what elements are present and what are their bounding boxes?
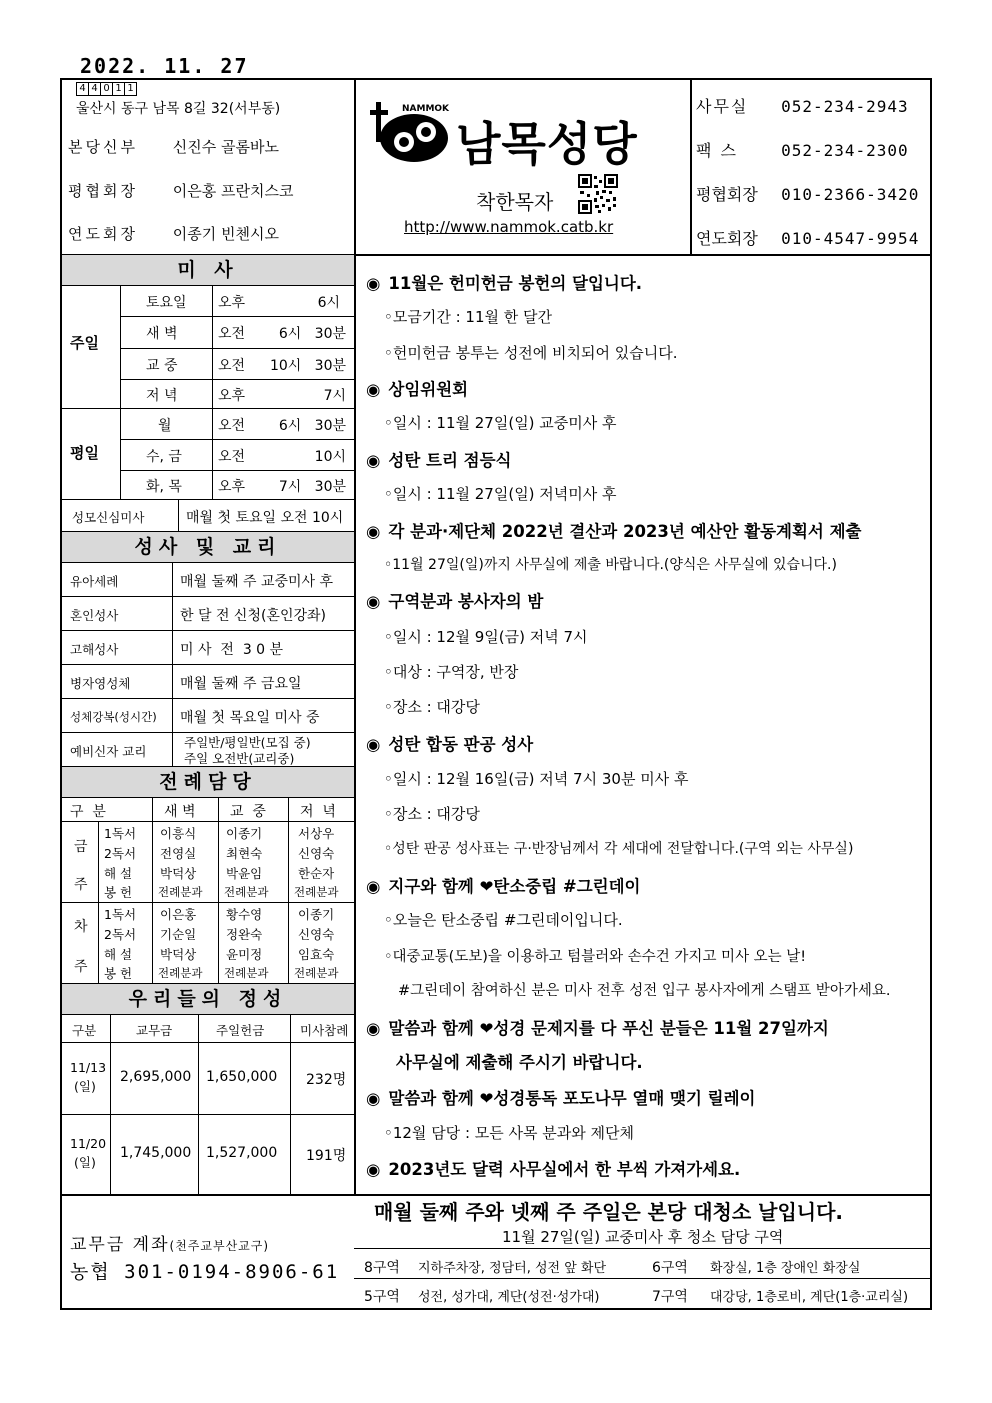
divider xyxy=(110,1014,111,1196)
zip-digit: 4 xyxy=(88,82,101,96)
liturgy-role: 2독서 xyxy=(104,846,137,861)
offering-sunday: 1,650,000 xyxy=(206,1069,278,1085)
liturgy-header: 구 분 xyxy=(70,804,106,820)
divider xyxy=(178,499,179,531)
offering-attend: 232명 xyxy=(306,1072,347,1088)
cleaning-subtitle: 11월 27일(일) 교중미사 후 청소 담당 구역 xyxy=(502,1228,784,1246)
notice-5-detail: ◦일시 : 12월 9일(금) 저녁 7시 xyxy=(384,628,588,646)
zip-code xyxy=(76,82,136,96)
notice-5-detail: ◦장소 : 대강당 xyxy=(384,698,480,716)
cleaning-place: 성전, 성가대, 계단(성전·성가대) xyxy=(418,1290,600,1305)
zip-digit: 4 xyxy=(76,82,89,96)
cleaning-place: 지하주차장, 정담터, 성전 앞 화단 xyxy=(418,1261,607,1276)
liturgy-role: 2독서 xyxy=(104,927,137,942)
sacrament-label: 성체강복(성시간) xyxy=(70,710,157,724)
liturgy-person: 기순일 xyxy=(160,927,197,942)
divider xyxy=(62,1042,354,1043)
offering-dues: 2,695,000 xyxy=(120,1069,192,1085)
sacrament-value: 매월 둘째 주 교중미사 후 xyxy=(180,574,334,590)
marian-mass-value: 매월 첫 토요일 오전 10시 xyxy=(186,510,344,526)
notice-5-title: ◉ 구역분과 봉사자의 밤 xyxy=(366,592,544,611)
liturgy-person: 전례분과 xyxy=(224,966,269,980)
contact-office xyxy=(696,94,909,117)
notice-3-title: ◉ 성탄 트리 점등식 xyxy=(366,451,512,470)
contact-fax xyxy=(696,138,909,161)
mass-time: 10시 xyxy=(314,449,346,465)
mass-name: 새 벽 xyxy=(146,326,178,342)
liturgy-group-label: 차 xyxy=(74,919,88,935)
liturgy-person: 이흥식 xyxy=(160,826,197,841)
divider xyxy=(354,254,356,1196)
mass-name: 저 녁 xyxy=(146,388,178,404)
notice-8-title: ◉ 말씀과 함께 ❤성경 문제지를 다 푸신 분들은 11월 27일까지 xyxy=(366,1019,829,1038)
sacrament-label: 고해성사 xyxy=(70,642,119,657)
council-label: 평협회장 xyxy=(68,182,138,200)
divider xyxy=(354,1278,930,1279)
pastor-label: 본당신부 xyxy=(68,138,138,156)
weekday-label: 평일 xyxy=(70,444,99,462)
cleaning-zone: 7구역 xyxy=(652,1289,688,1305)
website-link[interactable]: http://www.nammok.catb.kr xyxy=(404,218,614,236)
offering-header: 구분 xyxy=(72,1023,97,1038)
notice-6-detail: ◦일시 : 12월 16일(금) 저녁 7시 30분 미사 후 xyxy=(384,770,689,788)
contact-number: 052-234-2300 xyxy=(781,141,909,160)
sacraments-title: 성사 및 교리 xyxy=(62,532,354,562)
mass-time: 6시 30분 xyxy=(278,418,346,434)
notice-6-detail: ◦장소 : 대강당 xyxy=(384,805,480,823)
notice-5-detail: ◦대상 : 구역장, 반장 xyxy=(384,663,519,681)
liturgy-header: 새 벽 xyxy=(164,804,196,820)
account-label: 교무금 계좌(천주교부산교구) xyxy=(70,1235,270,1255)
liturgy-person: 전례분과 xyxy=(158,966,203,980)
notice-6-title: ◉ 성탄 합동 판공 성사 xyxy=(366,735,534,754)
offering-sunday: 1,527,000 xyxy=(206,1145,278,1161)
mass-name: 토요일 xyxy=(146,295,187,311)
notice-2-title: ◉ 상임위원회 xyxy=(366,380,469,399)
offering-date: 11/20 xyxy=(70,1136,107,1151)
notice-6-detail: ◦성탄 판공 성사표는 구·반장님께서 각 세대에 전달합니다.(구역 외는 사무실) xyxy=(384,841,854,857)
liturgy-person: 전영실 xyxy=(160,846,197,861)
notice-2-detail: ◦일시 : 11월 27일(일) 교중미사 후 xyxy=(384,414,617,432)
qr-code-icon xyxy=(578,174,618,214)
notice-10-title: ◉ 2023년도 달력 사무실에서 한 부씩 가져가세요. xyxy=(366,1160,741,1179)
sacrament-label: 예비신자 교리 xyxy=(70,744,147,759)
contact-label: 연도회장 xyxy=(696,229,758,248)
mass-ampm: 오전 xyxy=(218,326,246,342)
liturgy-group-label: 금 xyxy=(74,839,88,855)
liturgy-person: 전례분과 xyxy=(224,885,269,899)
divider xyxy=(98,821,99,983)
notice-1-title: ◉ 11월은 헌미헌금 봉헌의 달입니다. xyxy=(366,274,643,293)
yeondo-name: 이종기 빈첸시오 xyxy=(172,225,279,243)
mass-ampm: 오전 xyxy=(218,449,246,465)
divider xyxy=(218,797,219,983)
mass-ampm: 오후 xyxy=(218,295,246,311)
notice-4-detail: ◦11월 27일(일)까지 사무실에 제출 바랍니다.(양식은 사무실에 있습니다.) xyxy=(384,557,837,573)
contact-council xyxy=(696,182,919,205)
liturgy-person: 전례분과 xyxy=(158,885,203,899)
mass-time: 7시 30분 xyxy=(278,479,346,495)
divider xyxy=(62,1014,354,1015)
contact-label: 평협회장 xyxy=(696,185,758,204)
divider xyxy=(62,821,354,822)
offering-attend: 191명 xyxy=(306,1148,347,1164)
zip-digit: 1 xyxy=(112,82,125,96)
divider xyxy=(120,379,354,380)
zip-digit: 0 xyxy=(100,82,113,96)
mass-ampm: 오후 xyxy=(218,479,246,495)
notice-7-title: ◉ 지구와 함께 ❤탄소중립 #그린데이 xyxy=(366,877,641,896)
contact-label: 팩 스 xyxy=(696,141,738,160)
liturgy-group-label: 주 xyxy=(74,959,88,975)
slogan: 착한목자 xyxy=(476,190,554,214)
liturgy-person: 이종기 xyxy=(298,907,335,922)
notice-8-title-2: 사무실에 제출해 주시기 바랍니다. xyxy=(396,1053,643,1072)
liturgy-person: 윤미정 xyxy=(226,947,263,962)
sacrament-value-2: 주일 오전반(교리중) xyxy=(184,751,295,766)
divider xyxy=(290,1014,291,1196)
marian-mass-label: 성모신심미사 xyxy=(72,510,145,525)
divider xyxy=(62,630,354,631)
council-row xyxy=(68,180,293,201)
liturgy-title: 전례담당 xyxy=(62,767,354,797)
cleaning-zone: 5구역 xyxy=(364,1289,400,1305)
sacrament-value: 주일반/평일반(모집 중) xyxy=(184,735,311,750)
offering-header: 미사참례 xyxy=(300,1023,349,1038)
mass-ampm: 오전 xyxy=(218,358,246,374)
notice-4-title: ◉ 각 분과·제단체 2022년 결산과 2023년 예산안 활동계획서 제출 xyxy=(366,522,862,541)
divider xyxy=(212,285,213,499)
sacrament-value: 한 달 전 신청(혼인강좌) xyxy=(180,608,326,624)
account-number: 농협 301-0194-8906-61 xyxy=(70,1261,340,1283)
offering-day: (일) xyxy=(74,1079,96,1094)
sacrament-value: 매월 첫 목요일 미사 중 xyxy=(180,710,320,726)
mass-ampm: 오후 xyxy=(218,388,246,404)
liturgy-role: 봉 헌 xyxy=(104,885,133,900)
divider xyxy=(62,408,354,409)
liturgy-header: 저 녁 xyxy=(300,804,336,820)
mass-title: 미 사 xyxy=(62,255,354,285)
pastor-name: 신진수 골롬바노 xyxy=(172,138,279,156)
offerings-title: 우리들의 정성 xyxy=(62,984,354,1014)
liturgy-person: 최현숙 xyxy=(226,846,263,861)
mass-name: 교 중 xyxy=(146,358,178,374)
contact-number: 010-4547-9954 xyxy=(781,229,920,248)
divider xyxy=(62,698,354,699)
liturgy-role: 해 설 xyxy=(104,947,133,962)
notice-1-detail: ◦헌미헌금 봉투는 성전에 비치되어 있습니다. xyxy=(384,344,678,362)
offering-date: 11/13 xyxy=(70,1060,107,1075)
mass-time: 6시 xyxy=(317,295,340,311)
divider xyxy=(152,797,153,983)
liturgy-person: 박윤임 xyxy=(226,866,263,881)
mass-name: 화, 목 xyxy=(146,479,182,495)
liturgy-role: 1독서 xyxy=(104,826,137,841)
logo-small-text: NAMMOK xyxy=(402,104,450,114)
cleaning-title: 매월 둘째 주와 넷째 주 주일은 본당 대청소 날입니다. xyxy=(374,1200,844,1224)
cleaning-zone: 8구역 xyxy=(364,1260,400,1276)
liturgy-person: 임효숙 xyxy=(298,947,335,962)
liturgy-person: 박덕상 xyxy=(160,866,197,881)
offering-dues: 1,745,000 xyxy=(120,1145,192,1161)
offering-day: (일) xyxy=(74,1155,96,1170)
divider xyxy=(354,1248,930,1249)
sacrament-label: 혼인성사 xyxy=(70,608,119,623)
notice-9-title: ◉ 말씀과 함께 ❤성경통독 포도나무 열매 맺기 릴레이 xyxy=(366,1089,756,1108)
bulletin-date: 2022. 11. 27 xyxy=(80,54,249,78)
church-name: 남목성당 xyxy=(456,117,638,171)
divider xyxy=(120,348,354,349)
sunday-label: 주일 xyxy=(70,334,99,352)
cleaning-place: 대강당, 1층로비, 계단(1층·교리실) xyxy=(710,1290,909,1305)
liturgy-person: 황수영 xyxy=(226,907,263,922)
divider xyxy=(62,499,354,500)
offering-header: 주일헌금 xyxy=(216,1023,265,1038)
liturgy-role: 해 설 xyxy=(104,866,133,881)
divider xyxy=(62,664,354,665)
notice-3-detail: ◦일시 : 11월 27일(일) 저녁미사 후 xyxy=(384,485,617,503)
account-note: (천주교부산교구) xyxy=(169,1239,270,1253)
notice-9-detail: ◦12월 담당 : 모든 사목 분과와 제단체 xyxy=(384,1124,634,1142)
notice-7-detail: ◦대중교통(도보)을 이용하고 텀블러와 손수건 가지고 미사 오는 날! xyxy=(384,949,807,965)
mass-time: 10시 30분 xyxy=(269,358,346,374)
liturgy-person: 서상우 xyxy=(298,826,335,841)
mass-time: 7시 xyxy=(323,388,346,404)
cleaning-place: 화장실, 1층 장애인 화장실 xyxy=(710,1261,861,1276)
divider xyxy=(62,797,354,798)
divider xyxy=(62,285,354,286)
divider xyxy=(62,562,354,563)
liturgy-person: 이은홍 xyxy=(160,907,197,922)
church-logo-area xyxy=(358,80,692,252)
mass-time: 6시 30분 xyxy=(278,326,346,342)
liturgy-person: 전례분과 xyxy=(294,966,339,980)
contact-yeondo xyxy=(696,226,919,249)
liturgy-role: 1독서 xyxy=(104,907,137,922)
notice-7-detail: ◦오늘은 탄소중립 #그린데이입니다. xyxy=(384,911,623,929)
liturgy-header: 교 중 xyxy=(230,804,266,820)
offering-header: 교무금 xyxy=(136,1023,173,1038)
contact-label: 사무실 xyxy=(696,97,749,116)
sacrament-value: 미 사 전 3 0 분 xyxy=(180,642,284,658)
liturgy-person: 한순자 xyxy=(298,866,335,881)
divider xyxy=(198,1014,199,1196)
liturgy-person: 정완숙 xyxy=(226,927,263,942)
liturgy-person: 신영숙 xyxy=(298,846,335,861)
address: 울산시 동구 남목 8길 32(서부동) xyxy=(76,101,281,117)
bulletin-frame xyxy=(60,78,932,1310)
divider xyxy=(120,316,354,317)
contact-number: 010-2366-3420 xyxy=(781,185,920,204)
divider xyxy=(120,439,354,440)
divider xyxy=(62,596,354,597)
divider xyxy=(354,80,356,254)
liturgy-person: 전례분과 xyxy=(294,885,339,899)
liturgy-person: 신영숙 xyxy=(298,927,335,942)
mass-ampm: 오전 xyxy=(218,418,246,434)
divider xyxy=(120,470,354,471)
divider xyxy=(288,797,289,983)
pastor-row xyxy=(68,136,279,157)
contact-number: 052-234-2943 xyxy=(781,97,909,116)
sacrament-label: 유아세례 xyxy=(70,574,119,589)
liturgy-group-label: 주 xyxy=(74,877,88,893)
notice-7-detail: #그린데이 참여하신 분은 미사 전후 성전 입구 봉사자에게 스탬프 받아가세요. xyxy=(398,983,891,999)
divider xyxy=(62,1114,354,1115)
liturgy-person: 이종기 xyxy=(226,826,263,841)
yeondo-row xyxy=(68,223,279,244)
mass-name: 월 xyxy=(158,418,172,434)
council-name: 이은홍 프란치스코 xyxy=(172,182,294,200)
mass-name: 수, 금 xyxy=(146,449,182,465)
divider xyxy=(62,902,354,903)
liturgy-role: 봉 헌 xyxy=(104,966,133,981)
liturgy-person: 박덕상 xyxy=(160,947,197,962)
yeondo-label: 연도회장 xyxy=(68,225,138,243)
notice-1-detail: ◦모금기간 : 11월 한 달간 xyxy=(384,308,552,326)
cleaning-zone: 6구역 xyxy=(652,1260,688,1276)
sacrament-label: 병자영성체 xyxy=(70,676,131,691)
zip-digit: 1 xyxy=(124,82,137,96)
divider xyxy=(120,285,121,499)
sacrament-value: 매월 둘째 주 금요일 xyxy=(180,676,302,692)
